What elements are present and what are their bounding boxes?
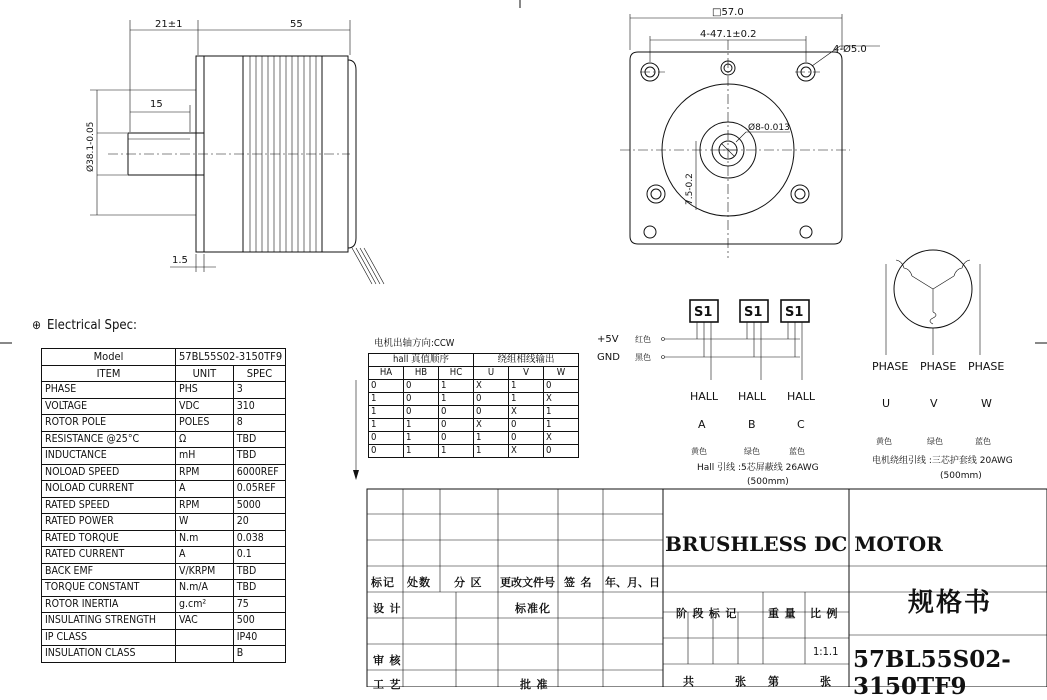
stage-label: 阶 段 标 记 — [676, 607, 738, 620]
standard-label: 标准化 — [515, 602, 551, 615]
dim-hole-spacing: 4-47.1±0.2 — [700, 29, 757, 40]
cell: 1 — [369, 406, 404, 419]
cell: 1 — [544, 419, 579, 432]
table-row — [42, 629, 286, 646]
table-row — [369, 419, 579, 432]
spec-unit: RPM — [176, 464, 234, 481]
product-title: BRUSHLESS DC MOTOR — [665, 532, 943, 556]
table-row — [369, 393, 579, 406]
spec-unit: N.m/A — [176, 580, 234, 597]
cell: 1 — [509, 393, 544, 406]
spec-unit: N.m — [176, 530, 234, 547]
col-hc: HC — [439, 367, 474, 380]
table-row — [42, 596, 286, 613]
hall-letter-c: C — [797, 418, 805, 431]
electrical-spec-table — [41, 348, 286, 663]
cell: 0 — [404, 406, 439, 419]
spec-item: RATED CURRENT — [42, 547, 176, 564]
plus5v-label: +5V — [597, 334, 619, 345]
phase-label-u: PHASE — [872, 360, 909, 373]
table-row — [42, 464, 286, 481]
black-wire-label: 黑色 — [635, 353, 651, 362]
spec-item: INDUCTANCE — [42, 448, 176, 465]
hall-cable-note: Hall 引线 :5芯屏蔽线 26AWG — [697, 463, 819, 473]
cell: 0 — [439, 432, 474, 445]
side-view — [85, 19, 384, 284]
cell: 0 — [369, 380, 404, 393]
model-value: 57BL55S02-3150TF9 — [176, 349, 286, 366]
cell: 1 — [509, 380, 544, 393]
table-row — [369, 432, 579, 445]
dim-pilot-diameter: Ø38.1-0.05 — [86, 121, 96, 172]
spec-value: 20 — [233, 514, 285, 531]
cell: X — [544, 393, 579, 406]
cell: 1 — [404, 432, 439, 445]
no-label: 第 — [768, 675, 780, 688]
header-item: ITEM — [42, 365, 176, 382]
col-ha: HA — [369, 367, 404, 380]
cell: X — [544, 432, 579, 445]
col-hb: HB — [404, 367, 439, 380]
spec-unit: VAC — [176, 613, 234, 630]
spec-item: INSULATION CLASS — [42, 646, 176, 663]
hall-truth-table — [368, 353, 579, 458]
spec-unit: RPM — [176, 497, 234, 514]
hall-letter-b: B — [748, 418, 756, 431]
spec-value: 8 — [233, 415, 285, 432]
spec-item: RATED TORQUE — [42, 530, 176, 547]
spec-value: IP40 — [233, 629, 285, 646]
table-row — [42, 481, 286, 498]
hall-label-a: HALL — [690, 390, 719, 403]
cell: 0 — [404, 380, 439, 393]
cell: 0 — [404, 393, 439, 406]
spec-value: 3 — [233, 382, 285, 399]
scale-label: 比 例 — [810, 607, 839, 620]
hall-sensor-b: S1 — [744, 305, 763, 320]
cell: X — [474, 419, 509, 432]
header-unit: UNIT — [176, 365, 234, 382]
winding-group-header: 绕组相线输出 — [474, 354, 579, 367]
table-row — [42, 497, 286, 514]
spec-unit: V/KRPM — [176, 563, 234, 580]
cell: 0 — [474, 393, 509, 406]
cell: 0 — [369, 445, 404, 458]
phase-color-v: 绿色 — [927, 437, 943, 446]
spec-value: 0.05REF — [233, 481, 285, 498]
spec-item: RATED POWER — [42, 514, 176, 531]
col-u: U — [474, 367, 509, 380]
dim-shaft-length: 21±1 — [155, 19, 183, 30]
spec-value: TBD — [233, 448, 285, 465]
table-row — [42, 613, 286, 630]
weight-label: 重 量 — [768, 607, 797, 620]
rev-doc-no: 更改文件号 — [500, 576, 555, 589]
cell: 1 — [439, 393, 474, 406]
phase-cable-note: 电机绕组引线 :三芯护套线 20AWG — [872, 456, 1013, 466]
cell: 0 — [369, 432, 404, 445]
spec-value: 6000REF — [233, 464, 285, 481]
cell: 1 — [369, 419, 404, 432]
cell: 1 — [369, 393, 404, 406]
phase-label-w: PHASE — [968, 360, 1005, 373]
cell: 1 — [544, 406, 579, 419]
approve-label: 批 准 — [520, 678, 549, 691]
scale-value: 1:1.1 — [813, 645, 839, 658]
hall-sensor-a: S1 — [694, 305, 713, 320]
header-spec: SPEC — [233, 365, 285, 382]
gnd-label: GND — [597, 352, 620, 363]
cell: 0 — [509, 432, 544, 445]
cell: 1 — [439, 445, 474, 458]
hall-cable-length: (500mm) — [747, 477, 789, 487]
table-row — [42, 646, 286, 663]
phase-cable-length: (500mm) — [940, 471, 982, 481]
table-row — [42, 563, 286, 580]
phase-label-v: PHASE — [920, 360, 957, 373]
spec-unit: A — [176, 547, 234, 564]
cell: 0 — [439, 406, 474, 419]
cell: X — [509, 445, 544, 458]
cell: 1 — [474, 432, 509, 445]
spec-item: ROTOR INERTIA — [42, 596, 176, 613]
spec-unit: A — [176, 481, 234, 498]
spec-item: VOLTAGE — [42, 398, 176, 415]
spec-value: 310 — [233, 398, 285, 415]
phase-wiring-diagram — [872, 250, 1013, 481]
sheet2-label: 张 — [820, 675, 832, 688]
spec-value: 75 — [233, 596, 285, 613]
table-row — [42, 415, 286, 432]
dim-mounting-holes: 4-Ø5.0 — [833, 44, 867, 55]
spec-unit: g.cm² — [176, 596, 234, 613]
sheet-label: 张 — [735, 675, 747, 688]
cell: 0 — [509, 419, 544, 432]
table-row — [42, 514, 286, 531]
spec-item: INSULATING STRENGTH — [42, 613, 176, 630]
table-row — [42, 580, 286, 597]
spec-item: NOLOAD SPEED — [42, 464, 176, 481]
spec-unit: W — [176, 514, 234, 531]
hall-table-caption: 电机出轴方向:CCW — [374, 338, 455, 349]
spec-value: 5000 — [233, 497, 285, 514]
dim-flat-depth: 7.5-0.2 — [685, 173, 695, 205]
table-row — [42, 398, 286, 415]
spec-item: PHASE — [42, 382, 176, 399]
dim-flange-thickness: 1.5 — [172, 255, 188, 266]
spec-unit: VDC — [176, 398, 234, 415]
cell: 1 — [474, 445, 509, 458]
spec-value: TBD — [233, 431, 285, 448]
rev-count: 处数 — [407, 576, 431, 589]
table-row — [369, 445, 579, 458]
phase-color-u: 黄色 — [876, 437, 892, 446]
spec-value: TBD — [233, 580, 285, 597]
spec-value: 0.038 — [233, 530, 285, 547]
rev-zone: 分 区 — [454, 576, 483, 589]
table-row — [42, 382, 286, 399]
process-label: 工 艺 — [373, 678, 402, 691]
cell: 1 — [439, 380, 474, 393]
cell: X — [474, 380, 509, 393]
electrical-spec-title — [32, 318, 137, 333]
spec-title-text: Electrical Spec: — [47, 318, 137, 333]
dim-body-length: 55 — [290, 19, 303, 30]
spec-unit: POLES — [176, 415, 234, 432]
spec-item: RATED SPEED — [42, 497, 176, 514]
phase-letter-w: W — [981, 397, 992, 410]
spec-item: BACK EMF — [42, 563, 176, 580]
phase-color-w: 蓝色 — [975, 437, 991, 446]
dim-flat-length: 15 — [150, 99, 163, 110]
spec-item: TORQUE CONSTANT — [42, 580, 176, 597]
hall-color-b: 绿色 — [744, 447, 760, 456]
cell: 1 — [404, 419, 439, 432]
spec-value: 0.1 — [233, 547, 285, 564]
model-number: 57BL55S02-3150TF9 — [853, 646, 1011, 700]
hall-sensor-c: S1 — [785, 305, 804, 320]
rev-mark: 标记 — [371, 576, 395, 589]
spec-unit: mH — [176, 448, 234, 465]
spec-unit: Ω — [176, 431, 234, 448]
spec-item: NOLOAD CURRENT — [42, 481, 176, 498]
rev-date: 年、月、日 — [605, 576, 660, 589]
rev-sign: 签 名 — [564, 576, 593, 589]
hall-letter-a: A — [698, 418, 706, 431]
spec-value: TBD — [233, 563, 285, 580]
cell: 1 — [404, 445, 439, 458]
cell: 0 — [544, 380, 579, 393]
spec-value: B — [233, 646, 285, 663]
design-label: 设 计 — [373, 602, 402, 615]
table-row — [42, 431, 286, 448]
table-row — [369, 406, 579, 419]
cell: 0 — [544, 445, 579, 458]
spec-item: RESISTANCE @25°C — [42, 431, 176, 448]
table-row — [369, 380, 579, 393]
red-wire-label: 红色 — [635, 335, 651, 344]
model-label: Model — [42, 349, 176, 366]
phase-letter-v: V — [930, 397, 938, 410]
check-label: 审 核 — [373, 654, 402, 667]
spec-item: IP CLASS — [42, 629, 176, 646]
dim-flange-square: □57.0 — [712, 7, 744, 18]
hall-group-header: hall 真值顺序 — [369, 354, 474, 367]
table-row — [42, 547, 286, 564]
cell: 0 — [474, 406, 509, 419]
cell: 0 — [439, 419, 474, 432]
col-w: W — [544, 367, 579, 380]
dim-shaft-diameter: Ø8-0.013 — [748, 123, 790, 133]
spec-unit — [176, 629, 234, 646]
col-v: V — [509, 367, 544, 380]
spec-item: ROTOR POLE — [42, 415, 176, 432]
document-type: 规格书 — [908, 588, 993, 618]
total-label: 共 — [683, 675, 695, 688]
phase-letter-u: U — [882, 397, 891, 410]
hall-wiring-diagram — [597, 300, 819, 487]
spec-unit — [176, 646, 234, 663]
globe-icon: ⊕ — [32, 318, 42, 332]
hall-color-c: 蓝色 — [789, 447, 805, 456]
hall-color-a: 黄色 — [691, 447, 707, 456]
table-row — [42, 530, 286, 547]
spec-unit: PHS — [176, 382, 234, 399]
front-view — [620, 7, 880, 258]
cell: X — [509, 406, 544, 419]
spec-value: 500 — [233, 613, 285, 630]
hall-label-c: HALL — [787, 390, 816, 403]
hall-label-b: HALL — [738, 390, 767, 403]
table-row — [42, 448, 286, 465]
